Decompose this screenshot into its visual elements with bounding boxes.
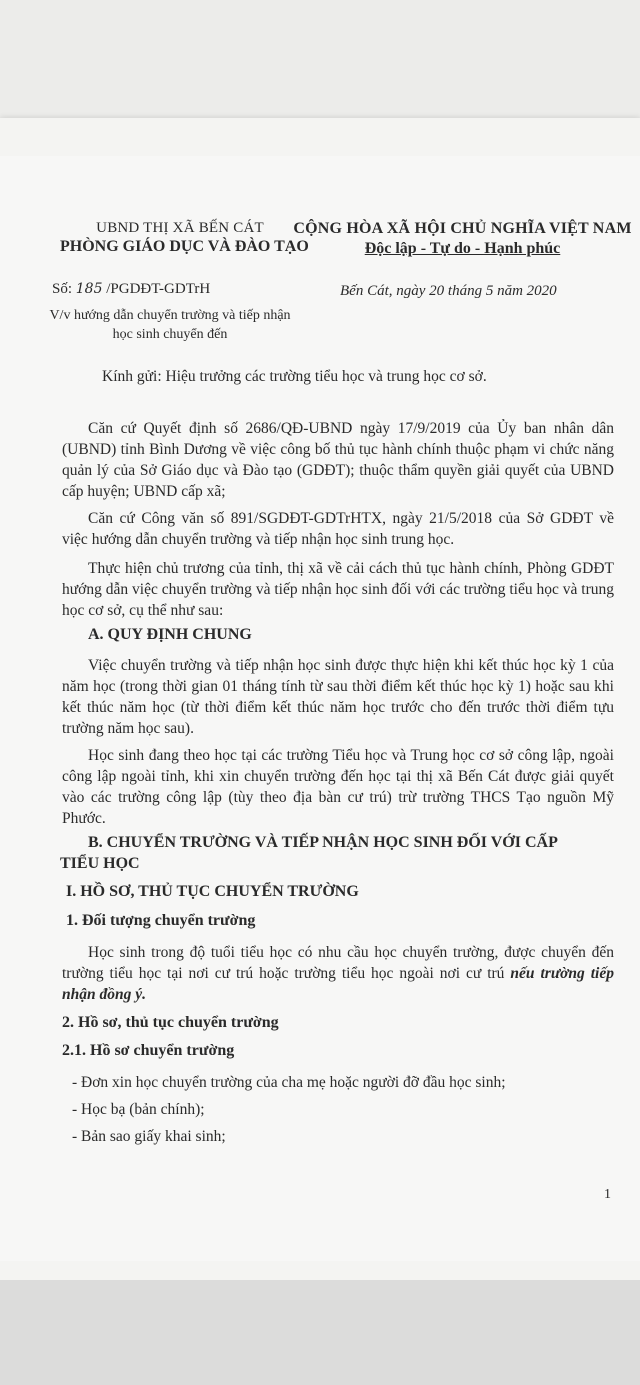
transfer-condition-italic: nếu trường tiếp nhận đồng ý.	[62, 965, 614, 1003]
paragraph-legal-basis-1: Căn cứ Quyết định số 2686/QĐ-UBND ngày 17/9/2019 của Ủy ban nhân dân (UBND) tỉnh Bình Dương về việc công bố thủ tục hành chính thuộc phạm vi chức năng quản lý của Sở Giáo dục và Đào tạo (GDĐT); thuộc thẩm quyền giải quyết của UBND cấp huyện; UBND cấp xã;	[62, 420, 614, 500]
department-name: PHÒNG GIÁO DỤC VÀ ĐÀO TẠO	[60, 238, 309, 255]
list-item: - Học bạ (bản chính);	[72, 1101, 205, 1118]
paragraph-transfer-eligibility	[62, 942, 614, 1005]
paragraph-legal-basis-2: Căn cứ Công văn số 891/SGDĐT-GDTrHTX, ngày 21/5/2018 của Sở GDĐT về việc hướng dẫn chuyển trường và tiếp nhận học sinh trung học.	[62, 510, 614, 548]
page-number: 1	[604, 1187, 611, 1202]
nation-title: CỘNG HÒA XÃ HỘI CHỦ NGHĨA VIỆT NAM	[293, 220, 632, 237]
heading-subject-transfer: 1. Đối tượng chuyển trường	[66, 912, 256, 929]
place-date: Bến Cát, ngày 20 tháng 5 năm 2020	[340, 283, 557, 299]
paragraph-implementation: Thực hiện chủ trương của tỉnh, thị xã về cải cách thủ tục hành chính, Phòng GDĐT hướng dẫn việc chuyển trường và tiếp nhận học sinh đối với các trường tiểu học và trung học cơ sở, cụ thể như sau:	[62, 560, 614, 619]
doc-number-suffix: /PGDĐT-GDTrH	[106, 281, 211, 297]
document-number	[52, 281, 210, 298]
paragraph-eligibility: Học sinh đang theo học tại các trường Tiểu học và Trung học cơ sở công lập, ngoài công lập ngoài tỉnh, khi xin chuyển trường đến học tại thị xã Bến Cát được giải quyết vào các trường công lập (tùy theo địa bàn cư trú) trừ trường THCS Tạo nguồn Mỹ Phước.	[62, 747, 614, 827]
recipient-line: Kính gửi: Hiệu trưởng các trường tiểu học và trung học cơ sở.	[102, 368, 487, 385]
document-subject: V/v hướng dẫn chuyển trường và tiếp nhận học sinh chuyển đến	[49, 308, 291, 342]
transfer-eligibility-text: Học sinh trong độ tuổi tiểu học có nhu cầu học chuyển trường, được chuyển đến trường tiểu học tại nơi cư trú hoặc trường tiểu học ngoài nơi cư trú	[62, 944, 614, 982]
heading-procedures: 2. Hồ sơ, thủ tục chuyển trường	[62, 1014, 279, 1031]
list-item: - Bản sao giấy khai sinh;	[72, 1128, 226, 1145]
heading-section-i: I. HỒ SƠ, THỦ TỤC CHUYỂN TRƯỜNG	[66, 883, 359, 900]
heading-general-provisions: A. QUY ĐỊNH CHUNG	[88, 626, 252, 643]
list-item: - Đơn xin học chuyển trường của cha mẹ hoặc người đỡ đầu học sinh;	[72, 1074, 506, 1091]
heading-transfer-dossier: 2.1. Hồ sơ chuyển trường	[62, 1042, 235, 1059]
paragraph-timing: Việc chuyển trường và tiếp nhận học sinh được thực hiện khi kết thúc học kỳ 1 của năm học (trong thời gian 01 tháng tính từ sau thời điểm kết thúc học kỳ 1) hoặc sau khi kết thúc năm học (từ thời điểm kết thúc năm học trước cho đến trước thời điểm tựu trường năm học sau).	[62, 657, 614, 737]
doc-number-prefix: Số:	[52, 281, 73, 297]
national-header	[285, 220, 640, 258]
issuer-block	[60, 220, 309, 256]
national-motto: Độc lập - Tự do - Hạnh phúc	[364, 240, 561, 257]
agency-name: UBND THỊ XÃ BẾN CÁT	[96, 220, 264, 236]
doc-number-handwritten: 185	[75, 281, 103, 297]
heading-section-b-line2: TIỂU HỌC	[60, 855, 140, 872]
background-bottom	[0, 1280, 640, 1385]
heading-section-b-line1: B. CHUYỂN TRƯỜNG VÀ TIẾP NHẬN HỌC SINH ĐỐI VỚI CẤP	[88, 834, 558, 851]
background-top	[0, 0, 640, 120]
